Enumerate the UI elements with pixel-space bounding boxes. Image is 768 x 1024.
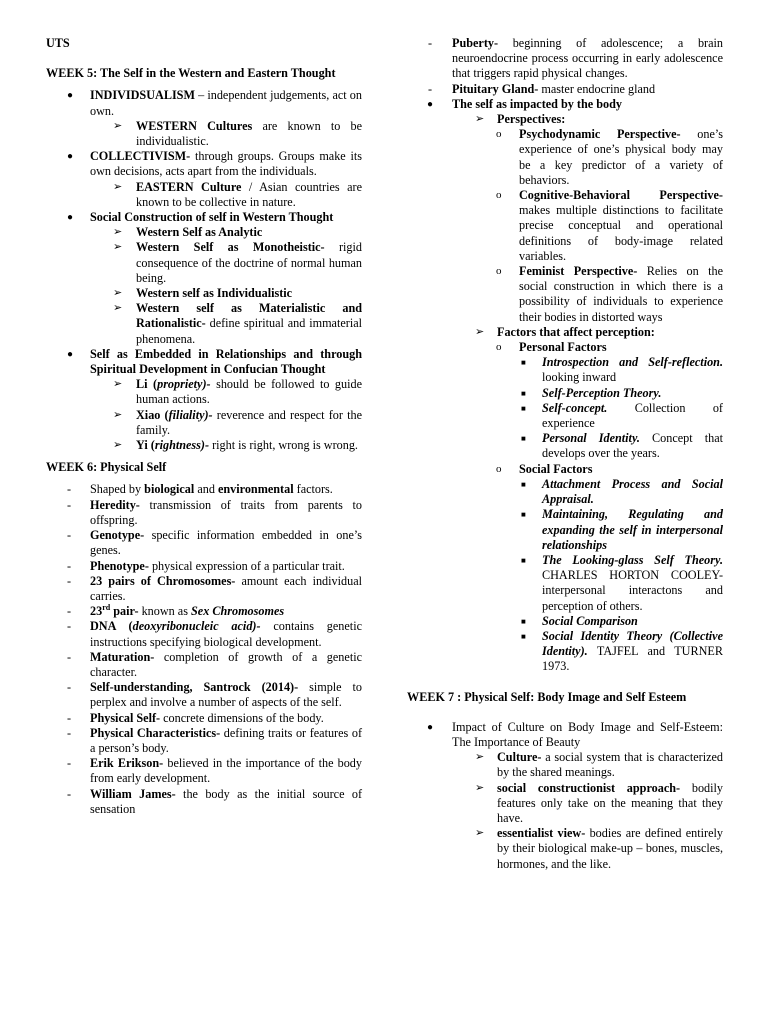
arrow-bullet-icon: ➢: [113, 439, 123, 452]
arrow-bullet-icon: ➢: [113, 408, 123, 421]
list-item: ● INDIVIDSUALISM – independent judgements, act on own.: [67, 88, 362, 118]
list-item: - Physical Characteristics- defining traits or features of a person’s body.: [67, 725, 362, 755]
square-bullet-icon: ■: [521, 510, 526, 520]
list-item: ● Impact of Culture on Body Image and Self-Esteem: The Importance of Beauty: [427, 719, 723, 749]
circle-bullet-icon: o: [496, 462, 502, 475]
list-item: ■ Personal Identity. Concept that develops over the years.: [521, 431, 723, 461]
list-item: - Shaped by biological and environmental factors.: [67, 482, 333, 497]
list-item: ■ The Looking-glass Self Theory. CHARLES HORTON COOLEY- interpersonal interactons and perception of others.: [521, 552, 723, 613]
list-item: - William James- the body as the initial source of sensation: [67, 786, 362, 816]
dash-bullet-icon: -: [67, 497, 72, 512]
list-item: o Social Factors: [496, 461, 593, 476]
circle-bullet-icon: o: [496, 341, 502, 354]
list-item: - Pituitary Gland- master endocrine gland: [428, 81, 656, 96]
list-item: ● The self as impacted by the body: [427, 96, 622, 111]
list-item: ➢ Yi (rightness)- right is right, wrong is wrong.: [113, 438, 358, 453]
list-item: - Phenotype- physical expression of a particular trait.: [67, 558, 345, 573]
list-item: ● Self as Embedded in Relationships and through Spiritual Development in Confucian Thought: [67, 346, 362, 377]
course-title: UTS: [46, 36, 70, 50]
square-bullet-icon: ■: [521, 388, 526, 398]
list-item: o Psychodynamic Perspective- one’s experience of one’s physical body may be a key predictor of a variety of behaviors.: [496, 127, 723, 187]
arrow-bullet-icon: ➢: [113, 302, 123, 315]
list-item: ➢ Culture- a social system that is characterized by the shared meanings.: [475, 750, 723, 780]
dash-bullet-icon: -: [67, 786, 72, 801]
dash-bullet-icon: -: [67, 604, 72, 619]
list-item: o Cognitive-Behavioral Perspective- makes multiple distinctions to facilitate precise conceptual and operational definitions of body-image related variables.: [496, 188, 723, 263]
bullet-icon: ●: [67, 151, 74, 163]
list-item: - 23 pairs of Chromosomes- amount each individual carries.: [67, 573, 362, 603]
list-item: ■ Social Comparison: [521, 613, 638, 628]
list-item: ■ Maintaining, Regulating and expanding the self in interpersonal relationships: [521, 507, 723, 552]
list-item: - Self-understanding, Santrock (2014)- simple to perplex and involve a number of aspects of the self.: [67, 680, 362, 710]
list-item: ● Social Construction of self in Western Thought: [67, 210, 334, 225]
arrow-bullet-icon: ➢: [113, 180, 123, 193]
square-bullet-icon: ■: [521, 631, 526, 641]
list-item: - 23rd pair- known as Sex Chromosomes: [67, 603, 285, 619]
arrow-bullet-icon: ➢: [113, 119, 123, 132]
week5-heading: WEEK 5: The Self in the Western and Eastern Thought: [46, 66, 336, 81]
list-item: ■ Self-concept. Collection of experience: [521, 400, 723, 431]
list-item: o Feminist Perspective- Relies on the social construction in which there is a possibility of individuals to experience their bodies in distorted ways: [496, 264, 723, 324]
list-item: ➢ EASTERN Culture / Asian countries are known to be collective in nature.: [113, 179, 362, 209]
dash-bullet-icon: -: [67, 619, 72, 634]
bullet-icon: ●: [67, 348, 74, 360]
list-item: ➢ Perspectives:: [475, 112, 566, 127]
arrow-bullet-icon: ➢: [113, 226, 123, 239]
week7-heading: WEEK 7 : Physical Self: Body Image and Self Esteem: [407, 689, 687, 704]
list-item: - Heredity- transmission of traits from parents to offspring.: [67, 497, 362, 527]
square-bullet-icon: ■: [521, 616, 526, 626]
dash-bullet-icon: -: [428, 81, 433, 96]
circle-bullet-icon: o: [496, 189, 502, 202]
list-item: - Physical Self- concrete dimensions of the body.: [67, 710, 324, 725]
circle-bullet-icon: o: [496, 128, 502, 141]
dash-bullet-icon: -: [67, 649, 72, 664]
list-item: ➢ Factors that affect perception:: [475, 324, 655, 339]
circle-bullet-icon: o: [496, 265, 502, 278]
list-item: ➢ Western Self as Analytic: [113, 225, 263, 240]
list-item: o Personal Factors: [496, 340, 607, 355]
list-item: - Erik Erikson- believed in the importance of the body from early development.: [67, 756, 362, 786]
list-item: ■ Attachment Process and Social Appraisal.: [521, 476, 723, 507]
list-item: - Puberty- beginning of adolescence; a brain neuroendocrine process occurring in early adolescence that triggers rapid physical changes.: [428, 36, 723, 81]
arrow-bullet-icon: ➢: [475, 781, 485, 794]
list-item: - DNA (deoxyribonucleic acid)- contains genetic instructions specifying biological development.: [67, 619, 362, 649]
list-item: ➢ WESTERN Cultures are known to be individualistic.: [113, 118, 362, 149]
list-item: ■ Self-Perception Theory.: [521, 385, 662, 400]
dash-bullet-icon: -: [67, 558, 72, 573]
square-bullet-icon: ■: [521, 358, 526, 368]
arrow-bullet-icon: ➢: [113, 378, 123, 391]
list-item: ● COLLECTIVISM- through groups. Groups make its own decisions, acts apart from the individuals.: [67, 149, 362, 179]
square-bullet-icon: ■: [521, 479, 526, 489]
arrow-bullet-icon: ➢: [475, 751, 485, 764]
dash-bullet-icon: -: [67, 482, 72, 497]
list-item: - Maturation- completion of growth of a genetic character.: [67, 649, 362, 679]
square-bullet-icon: ■: [521, 555, 526, 565]
arrow-bullet-icon: ➢: [475, 325, 485, 338]
dash-bullet-icon: -: [67, 725, 72, 740]
square-bullet-icon: ■: [521, 403, 526, 413]
dash-bullet-icon: -: [428, 36, 433, 50]
left-column: [46, 36, 362, 817]
list-item: ■ Introspection and Self-reflection. looking inward: [521, 355, 723, 385]
list-item: ■ Social Identity Theory (Collective Identity). TAJFEL and TURNER 1973.: [521, 628, 723, 674]
dash-bullet-icon: -: [67, 756, 72, 771]
dash-bullet-icon: -: [67, 528, 72, 543]
arrow-bullet-icon: ➢: [113, 287, 123, 300]
bullet-icon: ●: [427, 721, 434, 733]
list-item: ➢ Li (propriety)- should be followed to guide human actions.: [113, 377, 363, 407]
arrow-bullet-icon: ➢: [475, 827, 485, 840]
list-item: ➢ Xiao (filiality)- reverence and respect for the family.: [113, 407, 363, 437]
bullet-icon: ●: [427, 98, 434, 110]
arrow-bullet-icon: ➢: [475, 113, 485, 126]
list-item: ➢ social constructionist approach- bodily features only take on the meaning that they have.: [475, 780, 723, 825]
list-item: ➢ Western Self as Monotheistic- rigid consequence of the doctrine of normal human being.: [113, 240, 362, 285]
dash-bullet-icon: -: [67, 710, 72, 725]
dash-bullet-icon: -: [67, 573, 72, 588]
square-bullet-icon: ■: [521, 434, 526, 444]
list-item: ➢ essentialist view- bodies are defined entirely by their biological make-up – bones, muscles, hormones, and the like.: [475, 826, 723, 871]
list-item: ➢ Western self as Materialistic and Rationalistic- define spiritual and immaterial phenomena.: [113, 301, 362, 346]
dash-bullet-icon: -: [67, 680, 72, 695]
arrow-bullet-icon: ➢: [113, 241, 123, 254]
bullet-icon: ●: [67, 212, 74, 224]
bullet-icon: ●: [67, 90, 74, 102]
right-column: [407, 36, 723, 872]
week6-heading: WEEK 6: Physical Self: [46, 460, 167, 475]
list-item: - Genotype- specific information embedded in one’s genes.: [67, 528, 362, 558]
list-item: ➢ Western self as Individualistic: [113, 286, 293, 301]
